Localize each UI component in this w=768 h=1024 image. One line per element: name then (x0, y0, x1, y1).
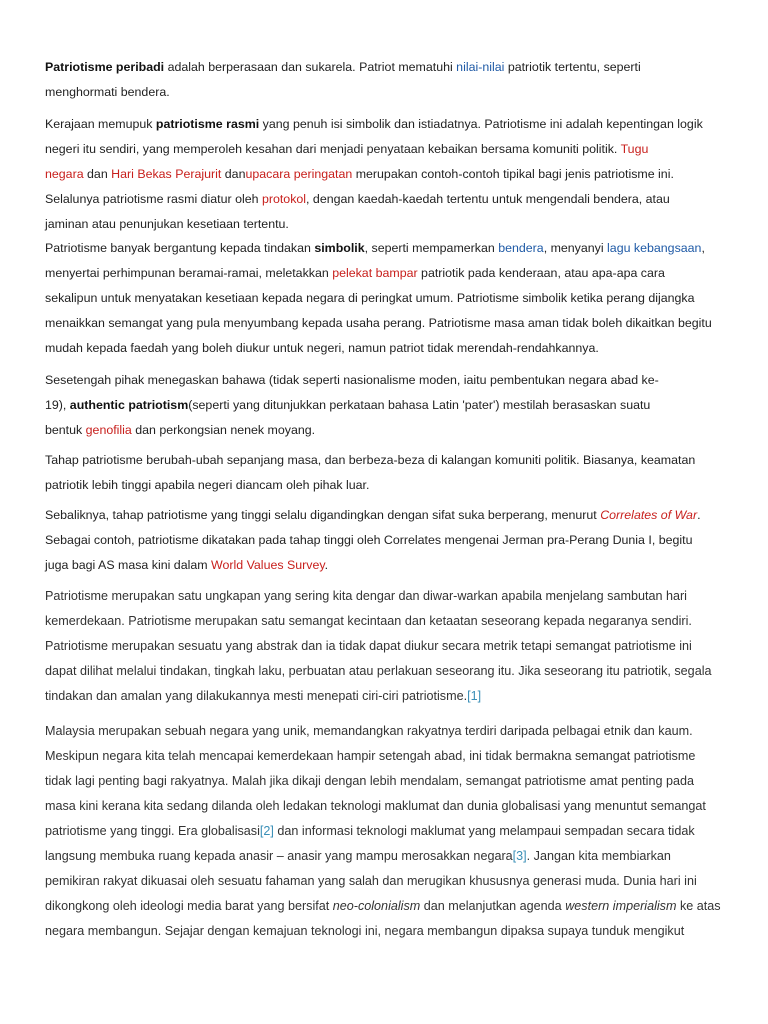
italic-term: western imperialism (565, 899, 677, 913)
link-tugu[interactable]: Tugu (620, 142, 649, 156)
link-negara[interactable]: negara (45, 167, 84, 181)
link-correlates-of-war[interactable]: Correlates of War (600, 508, 698, 522)
bold-term: authentic patriotism (69, 398, 189, 412)
bold-term: Patriotisme peribadi (45, 60, 165, 74)
footnote-ref-2[interactable]: [2] (259, 824, 274, 838)
paragraph-authentic-patriotism: Sesetengah pihak menegaskan bahawa (tidak seperti nasionalisme moden, iaitu pembentukan negara abad ke- 19), authentic patriotism(seperti yang ditunjukkan perkataan bahasa Latin 'pater') mestilah berasaskan suatu bentuk genofilia dan perkongsian nenek moyang. (45, 373, 659, 437)
paragraph-symbolic-patriotism: Patriotisme banyak bergantung kepada tindakan simbolik, seperti mempamerkan bendera, menyanyi lagu kebangsaan, menyertai perhimpunan beramai-ramai, meletakkan pelekat bampar patriotik pada kenderaan, atau apa-apa cara sekalipun untuk menyatakan kesetiaan kepada negara di peringkat umum. Patriotisme simbolik ketika perang dijangka menaikkan semangat yang pula menyumbang kepada usaha perang. Patriotisme masa aman tidak boleh dikaitkan begitu mudah kepada faedah yang boleh diukur untuk negeri, namun patriot tidak merendah-rendahkannya. (45, 241, 712, 355)
paragraph-patriotism-levels: Tahap patriotisme berubah-ubah sepanjang masa, dan berbeza-beza di kalangan komuniti politik. Biasanya, keamatan patriotik lebih tinggi apabila negeri diancam oleh pihak luar. (45, 453, 696, 492)
link-pelekat-bampar[interactable]: pelekat bampar (332, 266, 418, 280)
link-hari-bekas-perajurit[interactable]: Hari Bekas Perajurit (111, 167, 222, 181)
link-bendera[interactable]: bendera (498, 241, 544, 255)
link-upacara-peringatan[interactable]: upacara peringatan (245, 167, 353, 181)
footnote-ref-1[interactable]: [1] (467, 689, 482, 703)
footnote-ref-3[interactable]: [3] (512, 849, 527, 863)
italic-term: neo-colonialism (332, 899, 421, 913)
paragraph-official-patriotism: Kerajaan memupuk patriotisme rasmi yang penuh isi simbolik dan istiadatnya. Patriotisme ini adalah kepentingan logik negeri itu sendiri, yang memperoleh kesahan dari menjadi penyataan kebaikan bersama komuniti politik. Tugu negara dan Hari Bekas Perajurit danupacara peringatan merupakan contoh-contoh tipikal bagi jenis patriotisme ini. Selalunya patriotisme rasmi diatur oleh protokol, dengan kaedah-kaedah tertentu untuk mengendali bendera, atau jaminan atau penunjukan kesetiaan tertentu. (45, 117, 703, 231)
link-genofilia[interactable]: genofilia (85, 423, 132, 437)
link-nilai-nilai[interactable]: nilai-nilai (456, 60, 505, 74)
bold-term: simbolik (314, 241, 365, 255)
paragraph-patriotism-definition: Patriotisme merupakan satu ungkapan yang sering kita dengar dan diwar-warkan apabila menjelang sambutan hari kemerdekaan. Patriotisme merupakan satu semangat kecintaan dan ketaatan seseorang kepada negaranya sendiri. Patriotisme merupakan sesuatu yang abstrak dan ia tidak dapat diukur secara metrik tetapi semangat patriotisme ini dapat dilihat melalui tindakan, tingkah laku, perbuatan atau perlakuan seseorang itu. Jika seseorang itu patriotik, segala tindakan dan amalan yang dilakukannya mesti menepati ciri-ciri patriotisme.[1] (45, 589, 712, 703)
link-lagu-kebangsaan[interactable]: lagu kebangsaan (607, 241, 702, 255)
link-protokol[interactable]: protokol (261, 192, 307, 206)
paragraph-correlates-of-war: Sebaliknya, tahap patriotisme yang tinggi selalu digandingkan dengan sifat suka berperang, menurut Correlates of War. Sebagai contoh, patriotisme dikatakan pada tahap tinggi oleh Correlates mengenai Jerman pra-Perang Dunia I, begitu juga bagi AS masa kini dalam World Values Survey. (45, 508, 701, 572)
paragraph-personal-patriotism: Patriotisme peribadi adalah berperasaan dan sukarela. Patriot mematuhi nilai-nilai patriotik tertentu, seperti menghormati bendera. (45, 60, 641, 99)
link-world-values-survey[interactable]: World Values Survey (211, 558, 325, 572)
bold-term: patriotisme rasmi (155, 117, 260, 131)
paragraph-malaysia: Malaysia merupakan sebuah negara yang unik, memandangkan rakyatnya terdiri daripada pelbagai etnik dan kaum. Meskipun negara kita telah mencapai kemerdekaan hampir setengah abad, ini tidak bermakna semangat patriotisme tidak lagi penting bagi rakyatnya. Malah jika dikaji dengan lebih mendalam, semangat patriotisme amat penting pada masa kini kerana kita sedang dilanda oleh ledakan teknologi maklumat dan dunia globalisasi yang menuntut semangat patriotisme yang tinggi. Era globalisasi[2] dan informasi teknologi maklumat yang melampaui sempadan secara tidak langsung membuka ruang kepada anasir – anasir yang mampu merosakkan negara[3]. Jangan kita membiarkan pemikiran rakyat dikuasai oleh sesuatu fahaman yang salah dan merugikan khususnya generasi muda. Dunia hari ini dikongkong oleh ideologi media barat yang bersifat neo-colonialism dan melanjutkan agenda western imperialism ke atas negara membangun. Sejajar dengan kemajuan teknologi ini, negara membangun dipaksa supaya tunduk mengikut (45, 724, 721, 938)
